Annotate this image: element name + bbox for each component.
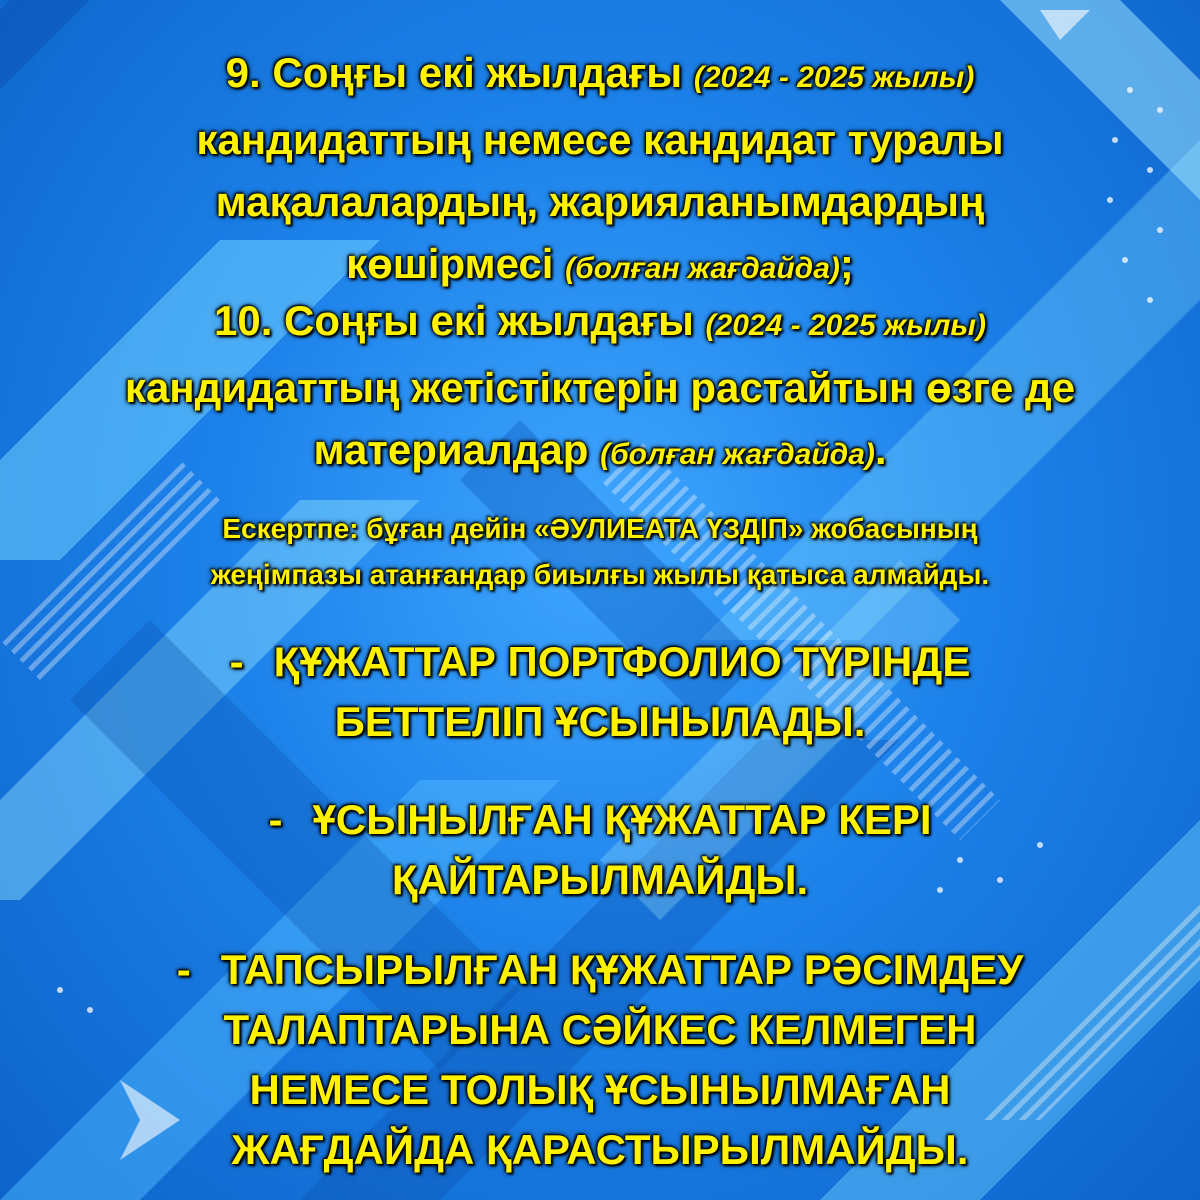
item-9-block (0, 42, 1200, 300)
item-9-text: көшірмесі (346, 240, 566, 287)
bullet-3 (0, 940, 1200, 1180)
bullet-1-line-2: БЕТТЕЛІП ҰСЫНЫЛАДЫ. (334, 698, 866, 745)
bullet-3-line-3: НЕМЕСЕ ТОЛЫҚ ҰСЫНЫЛМАҒАН (249, 1066, 951, 1113)
bullet-2-line-1 (0, 790, 1200, 850)
bullet-3-line-4: ЖАҒДАЙДА ҚАРАСТЫРЫЛМАЙДЫ. (231, 1126, 969, 1173)
remark-block (0, 506, 1200, 598)
item-9-condition: (болған жағдайда) (565, 252, 840, 285)
bullet-1-line-1 (0, 632, 1200, 692)
item-9-line-3: мақалалардың, жарияланымдардың (215, 178, 985, 225)
bullet-1 (0, 632, 1200, 752)
bullet-2-text: ҰСЫНЫЛҒАН ҚҰЖАТТАР КЕРІ (312, 796, 932, 843)
item-9-title: 9. Соңғы екі жылдағы (225, 49, 694, 96)
bullet-dash: - (176, 946, 191, 993)
item-10-block (0, 290, 1200, 486)
bullet-2 (0, 790, 1200, 910)
item-10-line-3 (0, 419, 1200, 486)
bullet-dash: - (268, 796, 283, 843)
remark-line-1: Ескертпе: бұған дейін «ӘУЛИЕАТА ҮЗДІП» жобасының (222, 513, 978, 544)
remark-line-2: жеңімпазы атанғандар биылғы жылы қатыса алмайды. (210, 559, 990, 590)
bullet-2-line-2: ҚАЙТАРЫЛМАЙДЫ. (391, 856, 809, 903)
item-10-line-1 (0, 290, 1200, 357)
item-10-years: (2024 - 2025 жылы) (705, 309, 986, 342)
bullet-1-text: ҚҰЖАТТАР ПОРТФОЛИО ТҮРІНДЕ (273, 638, 971, 685)
bullet-dash: - (229, 638, 244, 685)
item-10-text: материалдар (313, 426, 601, 473)
item-10-end: . (874, 426, 887, 473)
item-9-line-2: кандидаттың немесе кандидат туралы (196, 116, 1004, 163)
item-9-line-1 (0, 42, 1200, 109)
item-10-line-2: кандидаттың жетістіктерін растайтын өзге де (124, 364, 1076, 411)
bullet-3-line-1 (0, 940, 1200, 1000)
item-9-end: ; (839, 240, 854, 287)
item-9-years: (2024 - 2025 жылы) (693, 61, 975, 94)
bullet-3-text: ТАПСЫРЫЛҒАН ҚҰЖАТТАР РӘСІМДЕУ (220, 946, 1024, 993)
bullet-3-line-2: ТАЛАПТАРЫНА СӘЙКЕС КЕЛМЕГЕН (223, 1006, 977, 1053)
item-10-condition: (болған жағдайда) (600, 438, 875, 471)
item-10-title: 10. Соңғы екі жылдағы (214, 297, 706, 344)
